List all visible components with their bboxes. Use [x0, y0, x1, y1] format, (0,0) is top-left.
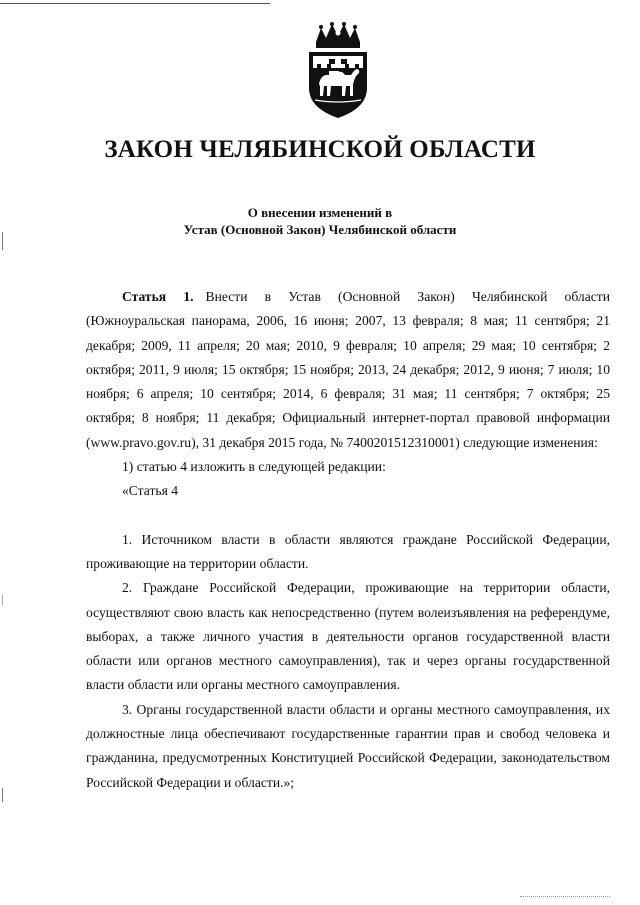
clause-3: 3. Органы государственной власти области и органы местного самоуправления, их должностные лица обеспечивают государственные гарантии прав и свобод человека и гражданина, предусмотренных Конституцией Российской Федерации, законодательством Российской Федерации и области.»;	[86, 701, 610, 790]
subtitle-line-2: Устав (Основной Закон) Челябинской области	[183, 222, 457, 237]
article-1-label: Статья 1.	[122, 289, 194, 304]
law-title: ЗАКОН ЧЕЛЯБИНСКОЙ ОБЛАСТИ	[104, 136, 536, 163]
law-body	[86, 285, 610, 795]
clause-1: 1. Источником власти в области являются граждане Российской Федерации, проживающие на территории области.	[86, 531, 610, 571]
crown-icon	[316, 22, 360, 48]
article-1-text: Внести в Устав (Основной Закон) Челябинской области (Южноуральская панорама, 2006, 16 июня; 2007, 13 февраля; 8 мая; 11 сентября; 21 декабря; 2009, 11 апреля; 20 мая; 2010, 9 февраля; 10 апреля; 29 мая; 10 сентября; 2 октября; 2011, 9 июля; 15 октября; 15 ноября; 2013, 24 декабря; 2012, 9 июня; 7 июля; 10 ноября; 6 апреля; 10 сентября; 2014, 6 февраля; 31 мая; 11 сентября; 7 октября; 25 октября; 8 ноября; 11 декабря; Официальный интернет-портал правовой информации (www.pravo.gov.ru), 31 декабря 2015 года, № 7400201512310001) следующие изменения:	[86, 289, 610, 450]
paragraph-gap	[86, 504, 610, 528]
law-subtitle	[0, 204, 640, 238]
article-1-paragraph	[86, 285, 610, 455]
scan-edge-line	[0, 3, 270, 4]
scan-margin-mark	[2, 788, 3, 802]
subtitle-line-1: О внесении изменений в	[247, 205, 393, 220]
quoted-article-heading: «Статья 4	[122, 483, 179, 499]
amendment-item-1: 1) статью 4 изложить в следующей редакции:	[122, 459, 386, 475]
clause-2: 2. Граждане Российской Федерации, проживающие на территории области, осуществляют свою власть как непосредственно (путем волеизъявления на референдуме, выборах, а также личного участия в деятельности органов государственной власти области или органов местного самоуправления), так и через органы государственной власти области или органы местного самоуправления.	[86, 580, 610, 693]
scan-bottom-mark	[520, 896, 610, 898]
coat-of-arms-icon	[299, 22, 377, 120]
scan-margin-mark	[2, 595, 3, 605]
